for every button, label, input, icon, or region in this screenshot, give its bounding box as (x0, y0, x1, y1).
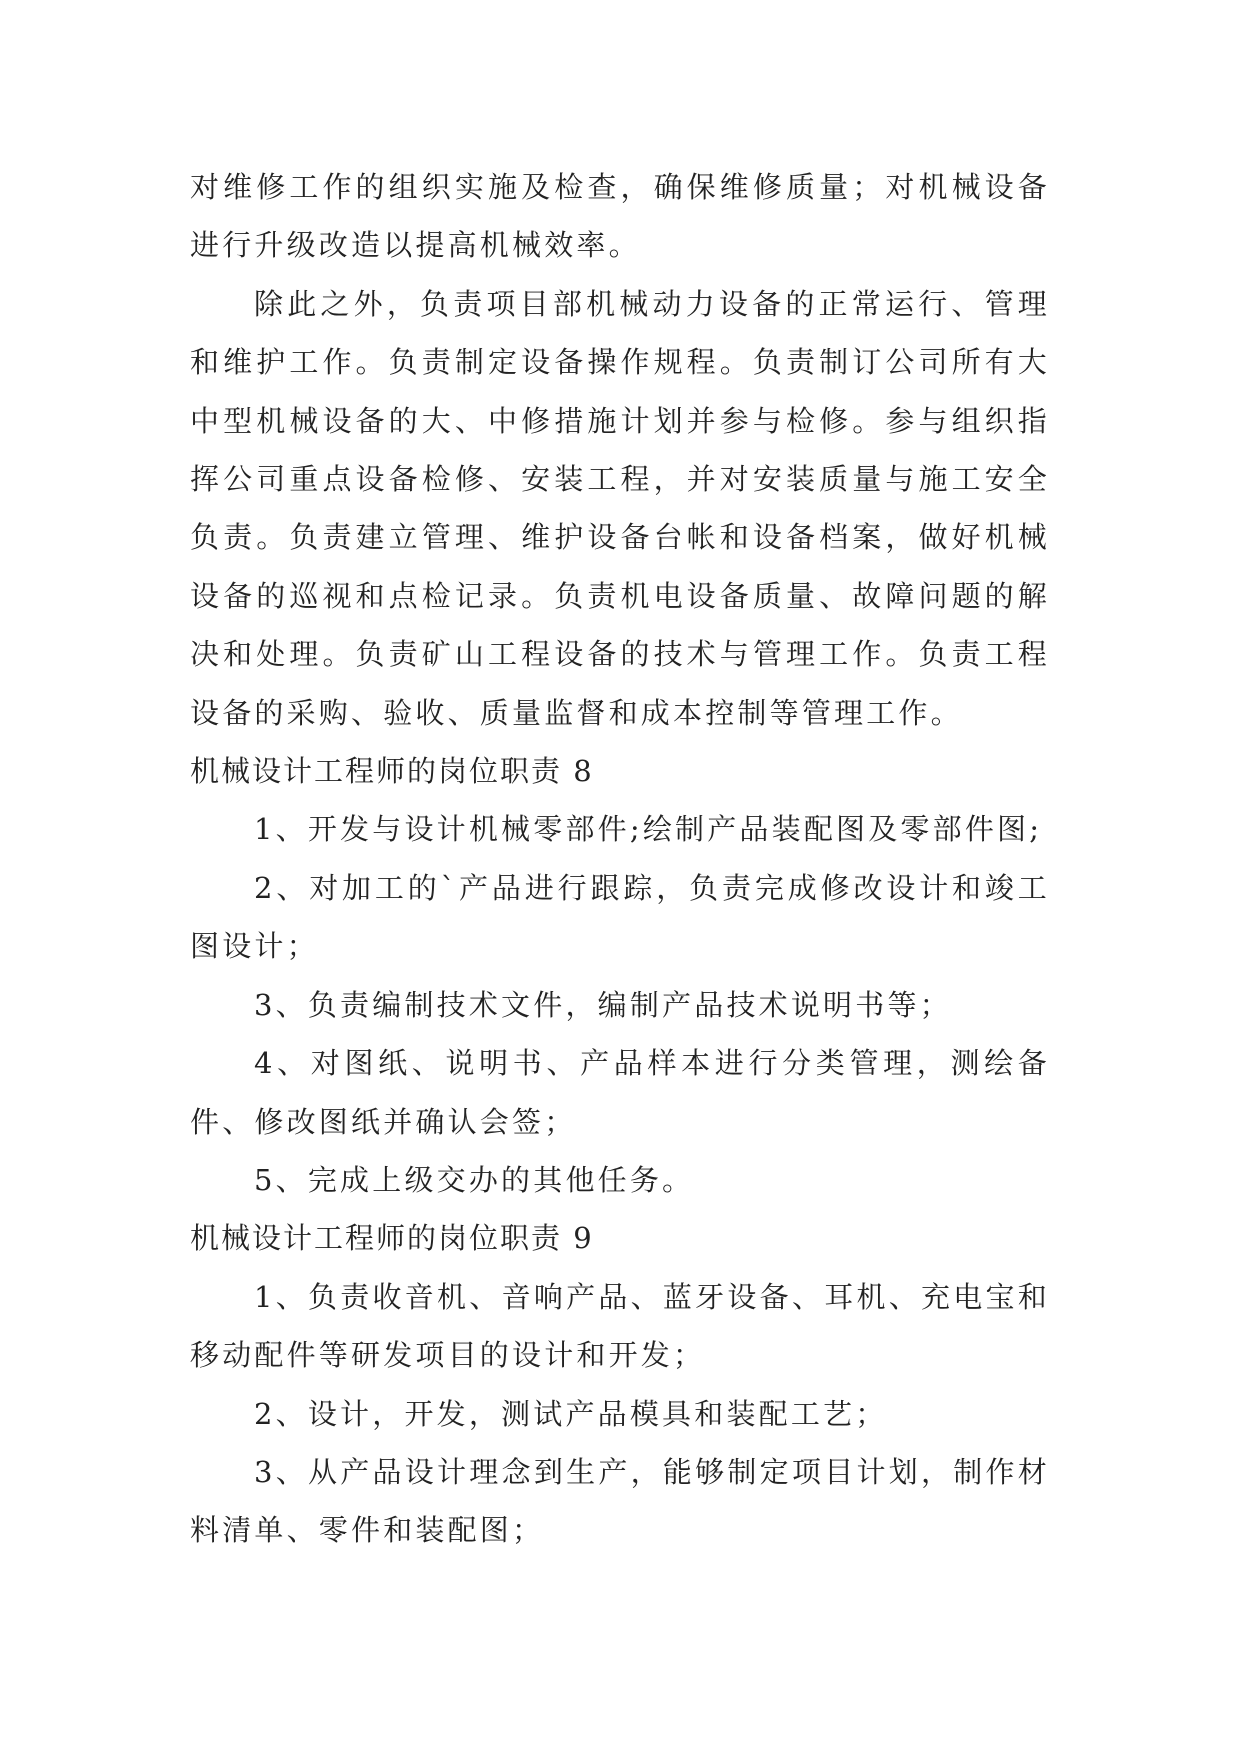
paragraph-responsibilities: 除此之外，负责项目部机械动力设备的正常运行、管理和维护工作。负责制定设备操作规程。负责制订公司所有大中型机械设备的大、中修措施计划并参与检修。参与组织指挥公司重点设备检修、安装工程，并对安装质量与施工安全负责。负责建立管理、维护设备台帐和设备档案，做好机械设备的巡视和点检记录。负责机电设备质量、故障问题的解决和处理。负责矿山工程设备的技术与管理工作。负责工程设备的采购、验收、质量监督和成本控制等管理工作。 (190, 286, 1050, 730)
document-page (190, 158, 1050, 1560)
paragraph-maintenance: 对维修工作的组织实施及检查，确保维修质量；对机械设备进行升级改造以提高机械效率。 (190, 170, 1050, 263)
list-item: 3、负责编制技术文件，编制产品技术说明书等； (254, 987, 952, 1022)
list-item: 2、对加工的`产品进行跟踪，负责完成修改设计和竣工图设计； (190, 870, 1050, 964)
list-item: 2、设计，开发，测试产品模具和装配工艺； (254, 1396, 888, 1431)
list-item: 4、对图纸、说明书、产品样本进行分类管理，测绘备件、修改图纸并确认会签； (190, 1046, 1050, 1139)
section-heading-9: 机械设计工程师的岗位职责 9 (190, 1221, 594, 1256)
list-item: 3、从产品设计理念到生产，能够制定项目计划，制作材料清单、零件和装配图； (190, 1454, 1050, 1548)
list-item: 5、完成上级交办的其他任务。 (254, 1162, 695, 1197)
list-item: 1、负责收音机、音响产品、蓝牙设备、耳机、充电宝和移动配件等研发项目的设计和开发； (190, 1279, 1050, 1373)
section-heading-8: 机械设计工程师的岗位职责 8 (190, 754, 594, 789)
list-item: 1、开发与设计机械零部件;绘制产品装配图及零部件图; (254, 812, 1043, 847)
